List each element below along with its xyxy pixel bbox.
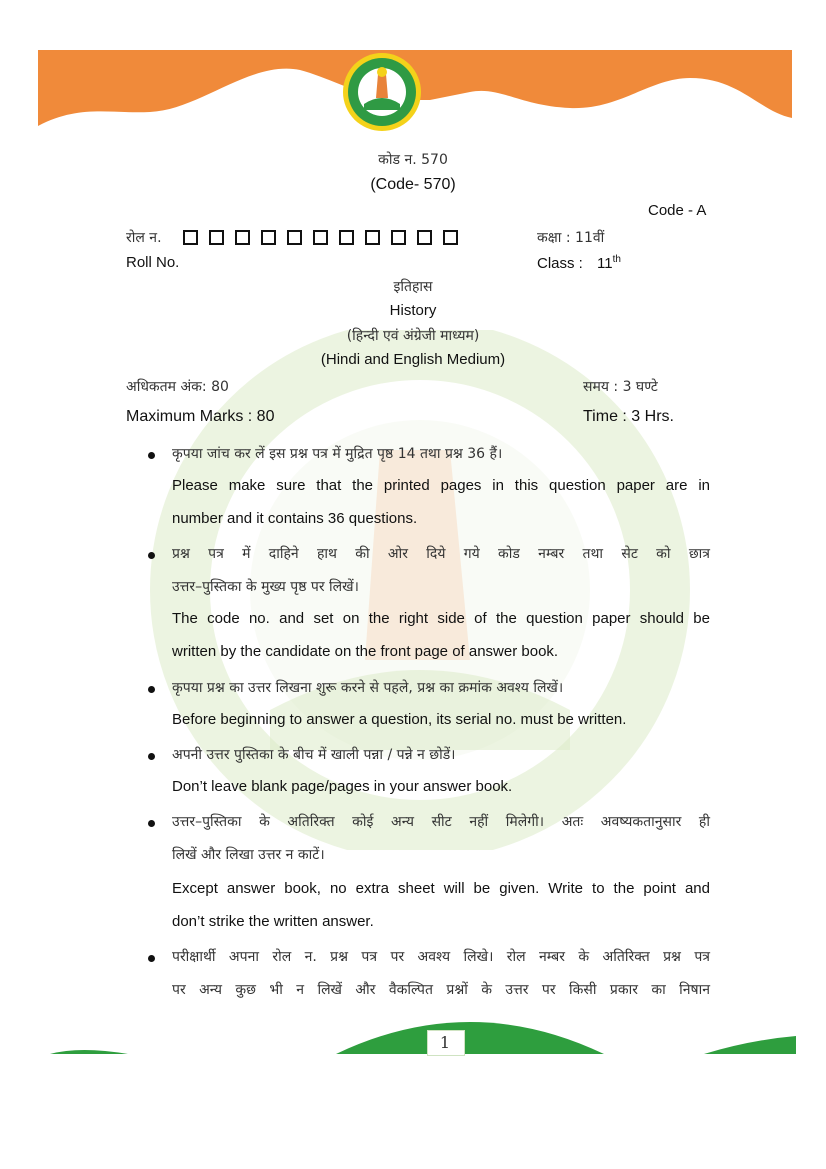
roll-digit-box[interactable] bbox=[261, 230, 276, 245]
code-set: Code - A bbox=[648, 202, 707, 219]
instruction-1-en-line-2: number and it contains 36 questions. bbox=[172, 510, 418, 527]
code-english: (Code- 570) bbox=[370, 176, 456, 193]
bullet-icon bbox=[148, 820, 155, 827]
bullet-icon bbox=[148, 955, 155, 962]
instruction-6-hi-line-2: पर अन्य कुछ भी न लिखें और वैकल्पित प्रश्नों के उत्तर पर किसी प्रकार का निषान bbox=[172, 982, 710, 998]
page-number: 1 bbox=[439, 1033, 451, 1052]
medium-english: (Hindi and English Medium) bbox=[320, 351, 506, 368]
subject-english: History bbox=[389, 302, 437, 319]
class-label: Class : bbox=[537, 255, 583, 272]
logo bbox=[342, 52, 422, 132]
time-hindi: समय : 3 घण्टे bbox=[583, 379, 658, 395]
subject-hindi: इतिहास bbox=[393, 279, 433, 295]
instruction-5-hi-line-2: लिखें और लिखा उत्तर न काटें। bbox=[172, 847, 325, 863]
instruction-2-hi-line-2: उत्तर–पुस्तिका के मुख्य पृष्ठ पर लिखें। bbox=[172, 579, 359, 595]
instruction-5-hi-line-1: उत्तर–पुस्तिका के अतिरिक्त कोई अन्य सीट नहीं मिलेगी। अतः अवष्यकतानुसार ही bbox=[172, 814, 710, 830]
class-label-english bbox=[537, 254, 621, 272]
instruction-1-en-line-1: Please make sure that the printed pages in this question paper are in bbox=[172, 477, 710, 494]
roll-label-english: Roll No. bbox=[126, 254, 180, 271]
time-english: Time : 3 Hrs. bbox=[583, 408, 674, 425]
max-marks-english: Maximum Marks : 80 bbox=[126, 408, 275, 425]
instruction-6-hi-line-1: परीक्षार्थी अपना रोल न. प्रश्न पत्र पर अवश्य लिखे। रोल नम्बर के अतिरिक्त प्रश्न पत्र bbox=[172, 949, 710, 965]
bullet-icon bbox=[148, 753, 155, 760]
roll-digit-box[interactable] bbox=[209, 230, 224, 245]
instruction-3-en-line-1: Before beginning to answer a question, its serial no. must be written. bbox=[172, 711, 627, 728]
class-label-hindi: कक्षा : 11वीं bbox=[537, 230, 605, 246]
logo-emblem-icon bbox=[342, 52, 422, 132]
instruction-4-hi-line-1: अपनी उत्तर पुस्तिका के बीच में खाली पन्ना / पन्ने न छोडें। bbox=[172, 747, 456, 763]
instruction-3-hi-line-1: कृपया प्रश्न का उत्तर लिखना शुरू करने से पहले, प्रश्न का क्रमांक अवश्य लिखें। bbox=[172, 680, 564, 696]
roll-digit-box[interactable] bbox=[287, 230, 302, 245]
instruction-4-en-line-1: Don’t leave blank page/pages in your answer book. bbox=[172, 778, 513, 795]
roll-digit-box[interactable] bbox=[339, 230, 354, 245]
class-value: 11 bbox=[597, 255, 613, 272]
roll-digit-box[interactable] bbox=[235, 230, 250, 245]
roll-digit-box[interactable] bbox=[391, 230, 406, 245]
instruction-2-en-line-1: The code no. and set on the right side of the question paper should be bbox=[172, 610, 710, 627]
roll-digit-box[interactable] bbox=[313, 230, 328, 245]
instruction-5-en-line-2: don’t strike the written answer. bbox=[172, 913, 374, 930]
bullet-icon bbox=[148, 686, 155, 693]
roll-label-hindi: रोल न. bbox=[126, 230, 162, 246]
roll-digit-box[interactable] bbox=[417, 230, 432, 245]
footer-banner bbox=[0, 1000, 826, 1070]
roll-digit-box[interactable] bbox=[183, 230, 198, 245]
code-hindi: कोड न. 570 bbox=[378, 152, 448, 168]
max-marks-hindi: अधिकतम अंक: 80 bbox=[126, 379, 229, 395]
instruction-2-en-line-2: written by the candidate on the front page of answer book. bbox=[172, 643, 559, 660]
bullet-icon bbox=[148, 552, 155, 559]
roll-digit-box[interactable] bbox=[443, 230, 458, 245]
roll-boxes bbox=[183, 227, 469, 246]
instruction-2-hi-line-1: प्रश्न पत्र में दाहिने हाथ की ओर दिये गये कोड नम्बर तथा सेट को छात्र bbox=[172, 546, 710, 562]
bullet-icon bbox=[148, 452, 155, 459]
roll-digit-box[interactable] bbox=[365, 230, 380, 245]
instruction-1-hi-line-1: कृपया जांच कर लें इस प्रश्न पत्र में मुद्रित पृष्ठ 14 तथा प्रश्न 36 हैं। bbox=[172, 446, 503, 462]
instruction-5-en-line-1: Except answer book, no extra sheet will be given. Write to the point and bbox=[172, 880, 710, 897]
medium-hindi: (हिन्दी एवं अंग्रेजी माध्यम) bbox=[346, 328, 480, 344]
class-suffix: th bbox=[612, 254, 621, 265]
